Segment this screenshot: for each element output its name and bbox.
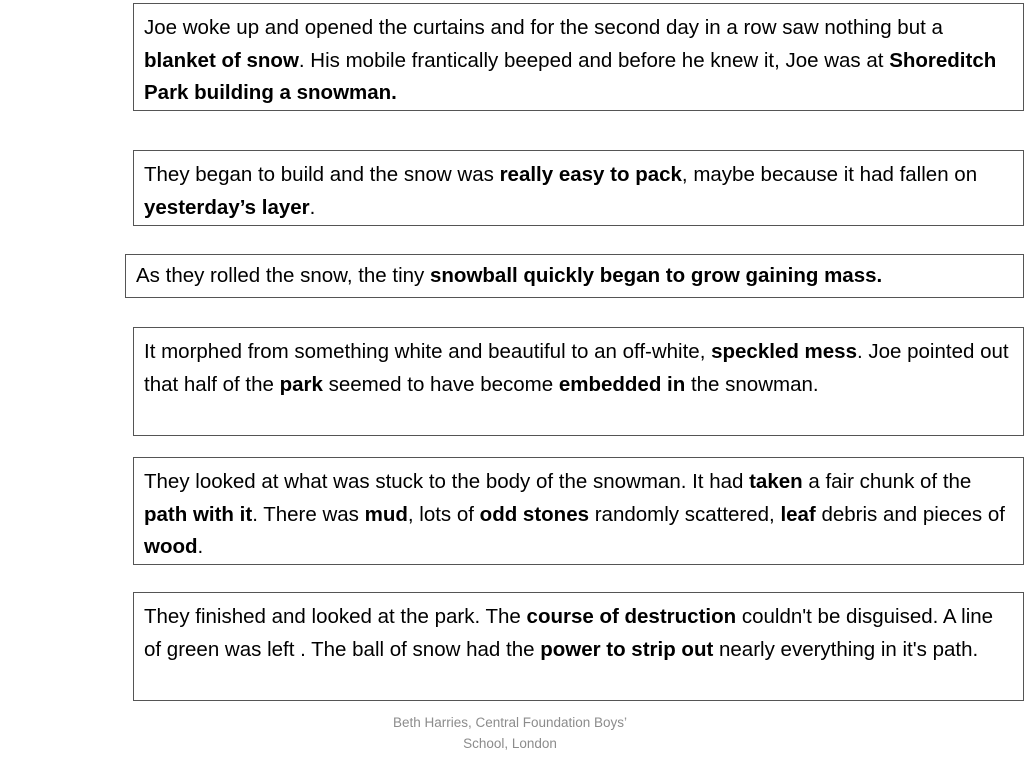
bold-phrase: speckled mess bbox=[711, 340, 857, 363]
paragraph-box-1 bbox=[133, 3, 1024, 111]
bold-phrase: mud bbox=[364, 502, 408, 526]
text-segment: nearly everything in it's path. bbox=[713, 637, 979, 661]
bold-phrase: really easy to pack bbox=[499, 163, 682, 186]
bold-phrase: Shoreditch Park building a snowman. bbox=[144, 48, 997, 104]
paragraph-box-4 bbox=[133, 327, 1024, 436]
text-segment: . There was bbox=[252, 502, 365, 526]
bold-phrase: park bbox=[279, 372, 323, 396]
bold-phrase: wood bbox=[144, 535, 198, 558]
footer-credit-line-1: Beth Harries, Central Foundation Boys’ bbox=[392, 715, 628, 730]
bold-phrase: blanket of snow bbox=[144, 48, 299, 72]
text-segment: debris and pieces of bbox=[815, 502, 1005, 526]
text-segment: the snowman. bbox=[685, 372, 819, 396]
bold-phrase: odd stones bbox=[479, 502, 590, 526]
paragraph-box-6 bbox=[133, 592, 1024, 701]
text-segment: , maybe because it had fallen on bbox=[681, 163, 978, 186]
text-segment: seemed to have become bbox=[322, 372, 559, 396]
bold-phrase: snowball quickly began to grow gaining mass. bbox=[430, 264, 883, 287]
bold-phrase: course of destruction bbox=[526, 605, 737, 628]
text-segment: They looked at what was stuck to the body of the snowman. It had bbox=[144, 470, 750, 493]
bold-phrase: yesterday’s layer bbox=[144, 195, 310, 219]
bold-phrase: path with it bbox=[144, 502, 253, 526]
text-segment: They began to build and the snow was bbox=[144, 163, 500, 186]
paragraph-box-3 bbox=[125, 254, 1024, 298]
text-segment: , lots of bbox=[407, 502, 480, 526]
footer-credit bbox=[340, 712, 680, 754]
paragraph-box-2 bbox=[133, 150, 1024, 226]
text-segment: Joe woke up and opened the curtains and for the second day in a row saw nothing but a bbox=[144, 16, 943, 39]
bold-phrase: taken bbox=[749, 470, 803, 493]
text-segment: They finished and looked at the park. The bbox=[144, 605, 527, 628]
footer-credit-line-2: School, London bbox=[463, 736, 557, 751]
text-segment: . bbox=[197, 535, 204, 558]
text-segment: . Joe pointed out that half of the bbox=[144, 340, 1009, 396]
text-segment: a fair chunk of the bbox=[802, 470, 972, 493]
bold-phrase: embedded in bbox=[558, 372, 686, 396]
text-segment: . bbox=[309, 195, 316, 219]
paragraph-box-5 bbox=[133, 457, 1024, 565]
text-segment: randomly scattered, bbox=[589, 502, 781, 526]
bold-phrase: leaf bbox=[780, 502, 816, 526]
text-segment: It morphed from something white and beautiful to an off-white, bbox=[144, 340, 712, 363]
text-segment: As they rolled the snow, the tiny bbox=[136, 264, 430, 287]
text-segment: couldn't be disguised. A line of green was left . The ball of snow had the bbox=[144, 605, 994, 661]
bold-phrase: power to strip out bbox=[540, 637, 714, 661]
text-segment: . His mobile frantically beeped and before he knew it, Joe was at bbox=[298, 48, 890, 72]
